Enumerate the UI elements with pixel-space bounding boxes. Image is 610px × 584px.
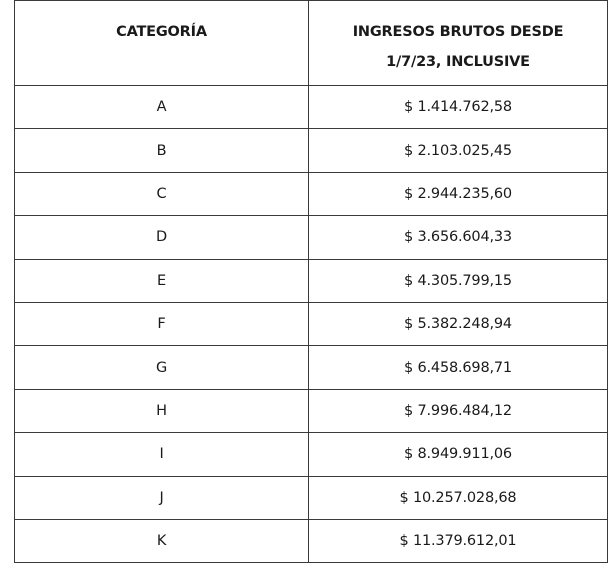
table-row (15, 86, 608, 129)
category-cell: K (15, 519, 309, 562)
table-header-row (15, 1, 608, 86)
table-row (15, 519, 608, 562)
income-cell: $ 4.305.799,15 (309, 259, 608, 302)
header-category-label: CATEGORÍA (116, 24, 207, 40)
table-row (15, 216, 608, 259)
table-row (15, 259, 608, 302)
category-cell: B (15, 129, 309, 172)
income-category-table (14, 0, 608, 563)
category-cell: J (15, 476, 309, 519)
header-category (15, 1, 309, 86)
income-cell: $ 5.382.248,94 (309, 302, 608, 345)
category-cell: A (15, 86, 309, 129)
header-income (309, 1, 608, 86)
category-cell: D (15, 216, 309, 259)
header-income-label: INGRESOS BRUTOS DESDE 1/7/23, INCLUSIVE (352, 24, 564, 70)
income-category-table-container (14, 0, 607, 563)
table-row (15, 346, 608, 389)
category-cell: E (15, 259, 309, 302)
table-row (15, 302, 608, 345)
income-cell: $ 3.656.604,33 (309, 216, 608, 259)
table-row (15, 389, 608, 432)
category-cell: F (15, 302, 309, 345)
table-row (15, 476, 608, 519)
income-cell: $ 2.944.235,60 (309, 172, 608, 215)
income-cell: $ 2.103.025,45 (309, 129, 608, 172)
table-row (15, 129, 608, 172)
category-cell: H (15, 389, 309, 432)
category-cell: I (15, 433, 309, 476)
income-cell: $ 1.414.762,58 (309, 86, 608, 129)
income-cell: $ 11.379.612,01 (309, 519, 608, 562)
income-cell: $ 8.949.911,06 (309, 433, 608, 476)
table-row (15, 433, 608, 476)
category-cell: C (15, 172, 309, 215)
category-cell: G (15, 346, 309, 389)
income-cell: $ 6.458.698,71 (309, 346, 608, 389)
income-cell: $ 7.996.484,12 (309, 389, 608, 432)
income-cell: $ 10.257.028,68 (309, 476, 608, 519)
table-row (15, 172, 608, 215)
